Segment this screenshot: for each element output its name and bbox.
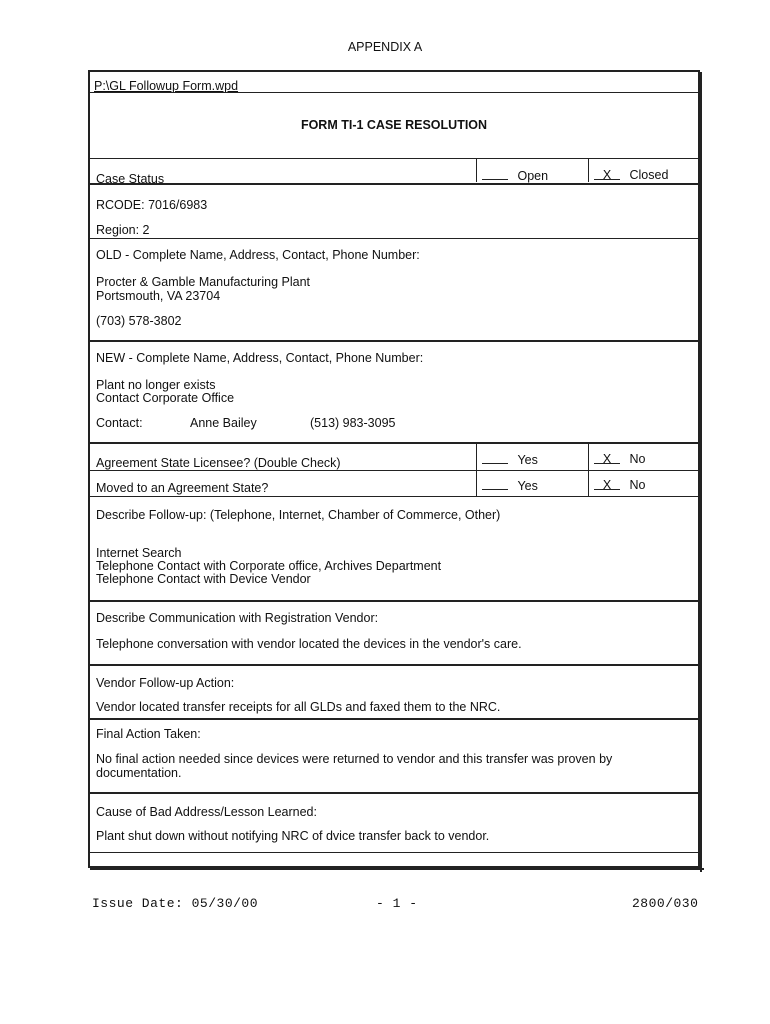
new-section-label: NEW - Complete Name, Address, Contact, Phone Number: (96, 351, 424, 365)
old-address: Portsmouth, VA 23704 (96, 289, 221, 303)
agreement-label: Agreement State Licensee? (Double Check) (96, 456, 341, 470)
communication-text: Telephone conversation with vendor located the devices in the vendor's care. (96, 637, 522, 651)
moved-yes-option[interactable] (482, 478, 538, 493)
followup-line3: Telephone Contact with Device Vendor (96, 572, 311, 586)
new-contact-phone: (513) 983-3095 (310, 416, 396, 430)
form-title: FORM TI-1 CASE RESOLUTION (300, 118, 488, 132)
agreement-yes-mark (482, 452, 508, 464)
status-closed-mark: X (594, 168, 620, 180)
divider (90, 470, 698, 471)
divider (476, 158, 477, 182)
status-closed-label: Closed (629, 168, 669, 182)
region: Region: 2 (96, 223, 150, 237)
vendor-action-label: Vendor Follow-up Action: (96, 676, 235, 690)
file-path: P:\GL Followup Form.wpd (94, 79, 239, 93)
followup-line1: Internet Search (96, 546, 182, 560)
divider (90, 600, 698, 602)
divider (90, 496, 698, 497)
divider (90, 183, 698, 185)
divider (90, 92, 698, 93)
followup-line2: Telephone Contact with Corporate office, Archives Department (96, 559, 442, 573)
new-line1: Plant no longer exists (96, 378, 216, 392)
agreement-yes-label: Yes (517, 453, 538, 467)
new-line2: Contact Corporate Office (96, 391, 235, 405)
divider (90, 718, 698, 720)
cause-label: Cause of Bad Address/Lesson Learned: (96, 805, 317, 819)
final-action-line2: documentation. (96, 766, 182, 780)
divider (90, 340, 698, 342)
divider (588, 158, 589, 182)
appendix-heading: APPENDIX A (347, 40, 423, 54)
status-open-mark (482, 168, 508, 180)
case-status-label: Case Status (96, 172, 165, 186)
followup-label: Describe Follow-up: (Telephone, Internet, Chamber of Commerce, Other) (96, 508, 501, 522)
agreement-no-option[interactable] (594, 452, 645, 466)
divider (90, 792, 698, 794)
document-number: 2800/030 (632, 896, 699, 911)
moved-no-label: No (629, 478, 646, 492)
rcode: RCODE: 7016/6983 (96, 198, 208, 212)
moved-no-option[interactable] (594, 478, 645, 492)
old-section-label: OLD - Complete Name, Address, Contact, Phone Number: (96, 248, 420, 262)
page-number: - 1 - (376, 896, 418, 911)
moved-yes-mark (482, 478, 508, 490)
case-resolution-form (88, 70, 700, 868)
new-contact-label: Contact: (96, 416, 143, 430)
divider (90, 158, 698, 159)
new-contact-name: Anne Bailey (190, 416, 257, 430)
vendor-action-text: Vendor located transfer receipts for all GLDs and faxed them to the NRC. (96, 700, 501, 714)
communication-label: Describe Communication with Registration Vendor: (96, 611, 379, 625)
status-open-option[interactable] (482, 168, 548, 183)
cause-text: Plant shut down without notifying NRC of dvice transfer back to vendor. (96, 829, 490, 843)
agreement-no-mark: X (594, 452, 620, 464)
status-closed-option[interactable] (594, 168, 668, 182)
moved-no-mark: X (594, 478, 620, 490)
old-phone: (703) 578-3802 (96, 314, 182, 328)
final-action-line1: No final action needed since devices were returned to vendor and this transfer was proven by (96, 752, 613, 766)
moved-label: Moved to an Agreement State? (96, 481, 269, 495)
old-name: Procter & Gamble Manufacturing Plant (96, 275, 310, 289)
moved-yes-label: Yes (517, 479, 538, 493)
status-open-label: Open (517, 169, 549, 183)
divider (90, 664, 698, 666)
agreement-yes-option[interactable] (482, 452, 538, 467)
agreement-no-label: No (629, 452, 646, 466)
divider (90, 852, 698, 853)
divider (90, 442, 698, 444)
divider (90, 238, 698, 239)
issue-date: Issue Date: 05/30/00 (92, 896, 259, 911)
final-action-label: Final Action Taken: (96, 727, 201, 741)
